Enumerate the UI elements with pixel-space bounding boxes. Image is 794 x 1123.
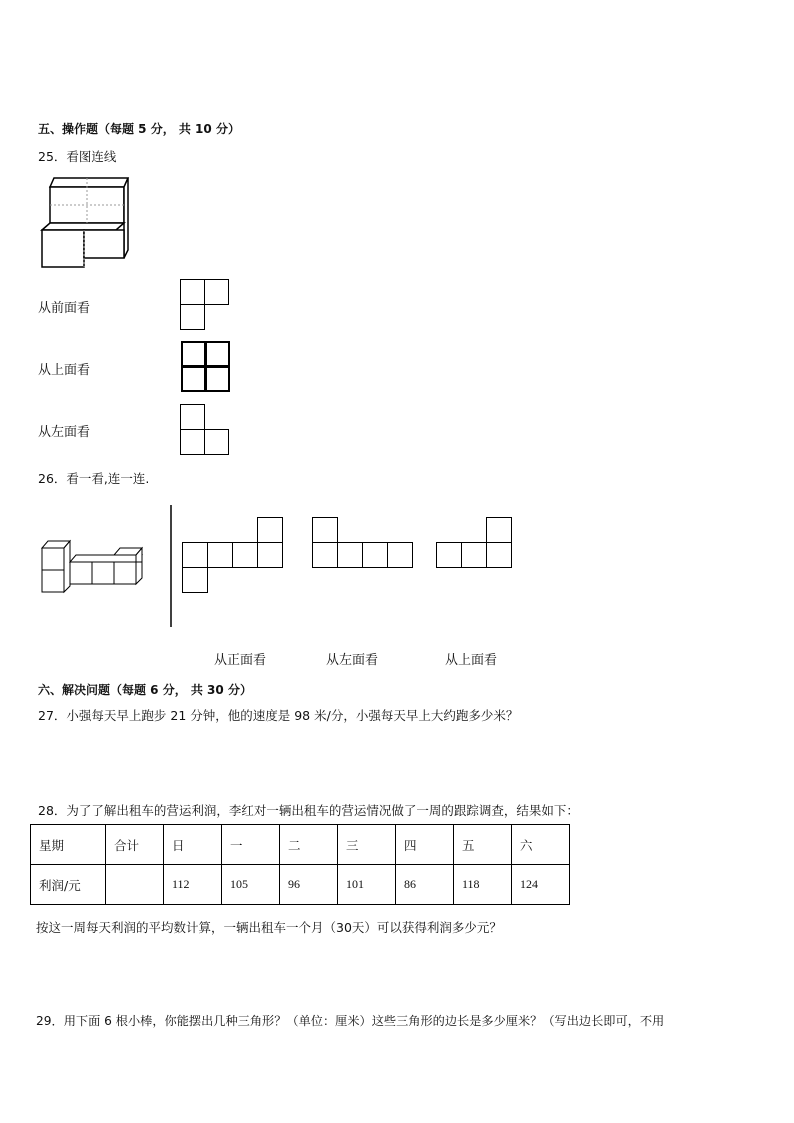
view-label-front: 从前面看 bbox=[38, 301, 91, 316]
value-cell bbox=[106, 865, 164, 905]
question-28: 28．为了了解出租车的营运利润，李红对一辆出租车的营运情况做了一周的跟踪调查，结果如下： bbox=[38, 803, 579, 818]
view-label-top: 从上面看 bbox=[38, 363, 91, 378]
header-cell: 一 bbox=[222, 825, 280, 865]
question-28-ask: 按这一周每天利润的平均数计算，一辆出租车一个月（30天）可以获得利润多少元？ bbox=[36, 920, 502, 935]
header-cell: 日 bbox=[164, 825, 222, 865]
header-cell: 四 bbox=[396, 825, 454, 865]
header-cell: 二 bbox=[280, 825, 338, 865]
table-row bbox=[31, 865, 570, 905]
value-cell: 112 bbox=[164, 865, 222, 905]
value-cell: 86 bbox=[396, 865, 454, 905]
question-25: 25．看图连线 bbox=[38, 149, 117, 164]
header-cell: 三 bbox=[338, 825, 396, 865]
section-5-title: 五、操作题（每题 5 分， 共 10 分） bbox=[38, 122, 240, 136]
question-27: 27．小强每天早上跑步 21 分钟，他的速度是 98 米/分，小强每天早上大约跑多少米？ bbox=[38, 708, 519, 723]
value-cell: 101 bbox=[338, 865, 396, 905]
q26-label-front: 从正面看 bbox=[214, 653, 267, 668]
value-cell: 96 bbox=[280, 865, 338, 905]
value-cell: 105 bbox=[222, 865, 280, 905]
header-cell: 合计 bbox=[106, 825, 164, 865]
q25-cube-figure bbox=[38, 172, 133, 272]
header-cell: 星期 bbox=[31, 825, 106, 865]
value-cell: 124 bbox=[512, 865, 570, 905]
value-cell: 118 bbox=[454, 865, 512, 905]
section-6-title: 六、解决问题（每题 6 分， 共 30 分） bbox=[38, 683, 252, 697]
view-label-left: 从左面看 bbox=[38, 425, 91, 440]
header-cell: 六 bbox=[512, 825, 570, 865]
q26-label-top: 从上面看 bbox=[445, 653, 498, 668]
row-label: 利润/元 bbox=[31, 865, 106, 905]
profit-table bbox=[30, 824, 570, 905]
table-header-row bbox=[31, 825, 570, 865]
divider-line bbox=[168, 505, 174, 627]
q26-label-left: 从左面看 bbox=[326, 653, 379, 668]
header-cell: 五 bbox=[454, 825, 512, 865]
question-26: 26．看一看,连一连. bbox=[38, 471, 150, 486]
q26-cube-figure bbox=[38, 538, 156, 596]
question-29: 29．用下面 6 根小棒，你能摆出几种三角形？（单位：厘米）这些三角形的边长是多少厘米？（写出边长即可，不用 bbox=[36, 1014, 665, 1028]
